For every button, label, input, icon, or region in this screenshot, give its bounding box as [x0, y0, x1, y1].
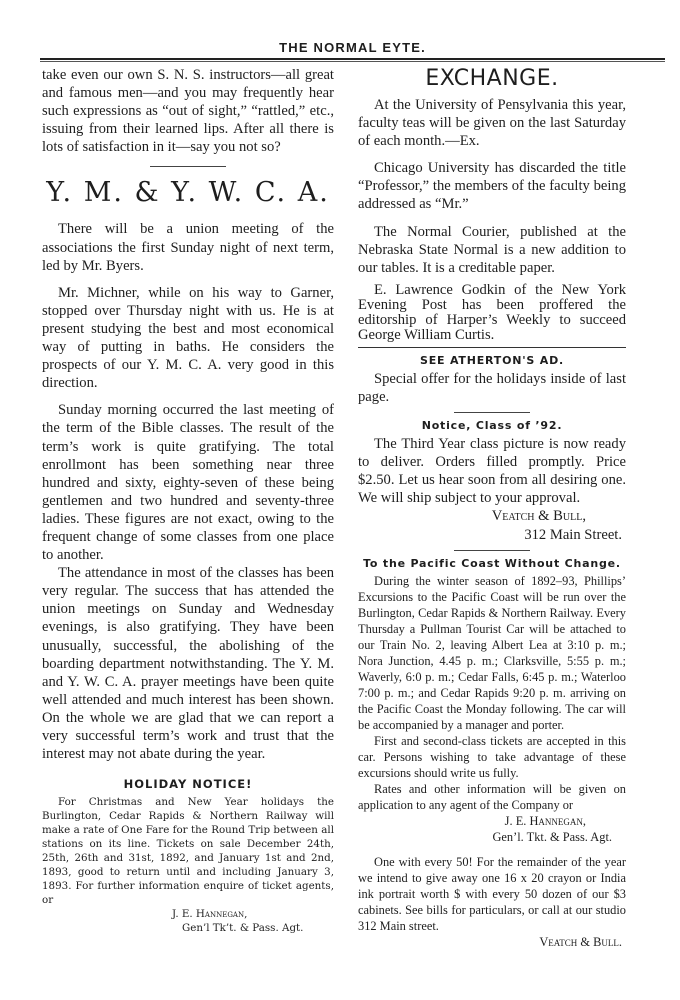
right-column [358, 66, 626, 950]
class-notice-address: 312 Main Street. [524, 526, 622, 543]
ymca-paragraph: Mr. Michner, while on his way to Garner, stopped over Thursday night with us. He is at present studying the best and most economical way of putting in baths. He considers the prospects of our Y. M. C. A. very good in this direction. [42, 284, 334, 392]
section-divider [150, 166, 226, 167]
pacific-paragraph: Rates and other information will be given on application to any agent of the Company or [358, 781, 626, 812]
pacific-signature-title: Gen’l. Tkt. & Pass. Agt. [492, 829, 612, 844]
portrait-offer-body: One with every 50! For the remainder of the year we intend to give away one 16 x 20 crayon or India ink portrait worth $ with every 50 dozen of our $3 cabinets. See bills for particulars, or call at our studio 312 Main street. [358, 854, 626, 933]
section-divider [454, 550, 530, 551]
ymca-heading: Y. M. & Y. W. C. A. [46, 177, 330, 209]
exchange-paragraph: The Normal Courier, published at the Nebraska State Normal is a new addition to our tables. It is a creditable paper. [358, 223, 626, 276]
holiday-body: For Christmas and New Year holidays the Burlington, Cedar Rapids & Northern Railway will make a rate of One Fare for the Round Trip between all stations on its line. Tickets on sale December 24th, 25th, 26th and 31st, 1892, and January 1st and 2nd, 1893, good to return until and including January 3, 1893. For further information enquire of ticket agents, or [42, 796, 334, 907]
pacific-paragraph: First and second-class tickets are accepted in this car. Persons wishing to take advantage of these excursions should write us fully. [358, 733, 626, 780]
class-notice-body: The Third Year class picture is now ready to deliver. Orders filled promptly. Price $2.50. Let us hear soon from all desiring one. We will ship subject to your approval. [358, 436, 626, 507]
pacific-heading: To the Pacific Coast Without Change. [363, 556, 621, 570]
pacific-signature-name: J. E. Hannegan, [504, 813, 586, 828]
masthead-title: THE NORMAL EYTE. [279, 40, 426, 55]
atherton-body: Special offer for the holidays inside of last page. [358, 370, 626, 405]
class-notice-signature: Veatch & Bull, [491, 508, 586, 525]
class-notice-heading: Notice, Class of ’92. [421, 419, 563, 433]
holiday-notice [42, 777, 334, 935]
exchange-paragraph: E. Lawrence Godkin of the New York Evening Post has been proffered the editorship of Harper’s Weekly to succeed George William Curtis. [358, 281, 626, 343]
section-divider [454, 412, 530, 413]
atherton-heading: SEE ATHERTON'S AD. [419, 353, 565, 367]
exchange-paragraph: At the University of Pensylvania this year, faculty teas will be given on the last Saturday of each month.—Ex. [358, 97, 626, 150]
exchange-heading: EXCHANGE. [425, 66, 559, 91]
section-divider [358, 347, 626, 348]
exchange-paragraph: Chicago University has discarded the title “Professor,” the members of the faculty being addressed as “Mr.” [358, 160, 626, 213]
ymca-paragraph: There will be a union meeting of the associations the first Sunday night of next term, led by Mr. Byers. [42, 221, 334, 274]
left-column [42, 66, 334, 935]
holiday-signature-name: J. E. Hannegan, [172, 908, 248, 921]
masthead-rule [40, 58, 665, 62]
portrait-offer-signature: Veatch & Bull. [539, 934, 622, 949]
pacific-paragraph: During the winter season of 1892–93, Phillips’ Excursions to the Pacific Coast will be run over the Burlington, Cedar Rapids & Northern Railway. Every Thursday a Pullman Tourist Car will be attached to our Train No. 2, leaving Albert Lea at 3:10 p. m.; Nora Junction, 4.45 p. m.; Clarksville, 5:55 p. m.; Waverly, 6:0 p. m.; Cedar Falls, 6:45 p. m.; Waterloo 7:00 p. m.; and Cedar Rapids 9:20 p. m. arriving on the Pacific Coast the Monday following. The car will be accompanied by a manager and porter. [358, 573, 626, 732]
holiday-heading: HOLIDAY NOTICE! [123, 777, 253, 792]
continued-paragraph: take even our own S. N. S. instructors—all great and famous men—and you may frequently hear such expressions as “out of sight,” “rattled,” etc., issuing from their learned lips. After all there is lots of satisfaction in it—say you not so? [42, 67, 334, 156]
holiday-signature-title: Gen’l Tk’t. & Pass. Agt. [182, 922, 304, 935]
ymca-paragraph: The attendance in most of the classes has been very regular. The success that has attended the union meetings on Sunday and Wednesday evenings, is also gratifying. They have been unusually, successful, the abolishing of the boarding department notwithstanding. The Y. M. and Y. W. C. A. prayer meetings have been quite well attended and much interest has been shown. On the whole we are glad that we can report a very successful term’s work and trust that the interest may not abate during the year. [42, 565, 334, 763]
ymca-paragraph: Sunday morning occurred the last meeting of the term of the Bible classes. The result of the term’s work is quite gratifying. The total enrollmont has been something near three hundred and sixty, eighty-seven of these being gentlemen and two hundred and seventy-three ladies. These figures are not exact, owing to the frequent change of some classes from one place to another. [42, 402, 334, 564]
